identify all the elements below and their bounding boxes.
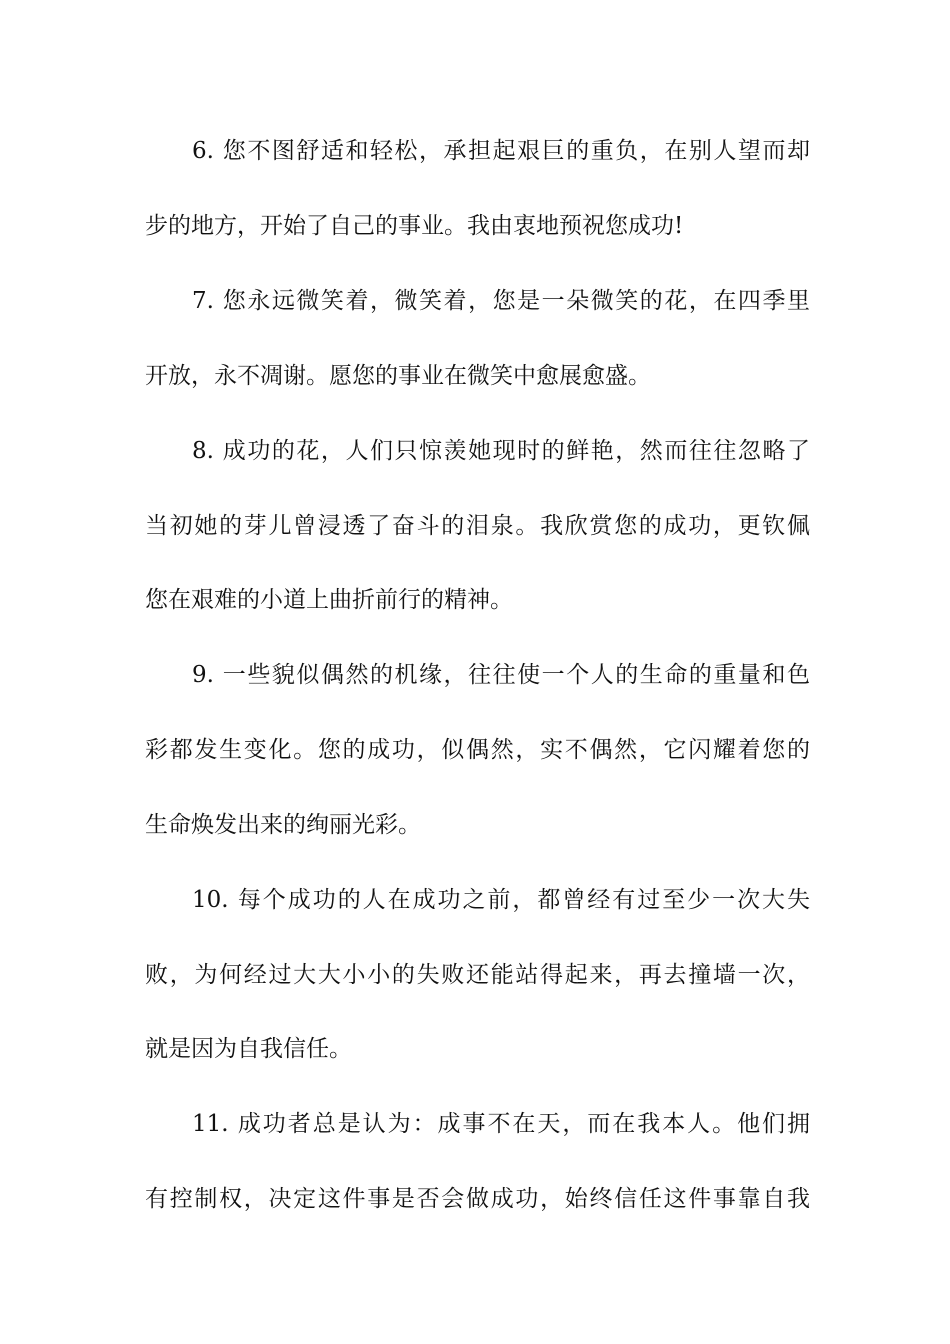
paragraph-9-line-2: 彩都发生变化。您的成功，似偶然，实不偶然，它闪耀着您的 (145, 737, 810, 763)
paragraph-10-line-2: 败，为何经过大大小小的失败还能站得起来，再去撞墙一次， (145, 962, 810, 988)
paragraph-8-line-2: 当初她的芽儿曾浸透了奋斗的泪泉。我欣赏您的成功，更钦佩 (145, 513, 810, 539)
paragraph-7-line-2: 开放，永不凋谢。愿您的事业在微笑中愈展愈盛。 (145, 363, 651, 389)
paragraph-10-line-1: 10. 每个成功的人在成功之前，都曾经有过至少一次大失 (192, 887, 810, 913)
paragraph-10-line-3: 就是因为自我信任。 (145, 1036, 352, 1062)
paragraph-6-line-2: 步的地方，开始了自己的事业。我由衷地预祝您成功! (145, 213, 684, 239)
paragraph-11-line-1: 11. 成功者总是认为：成事不在天，而在我本人。他们拥 (192, 1111, 810, 1137)
paragraph-9-line-3: 生命焕发出来的绚丽光彩。 (145, 812, 421, 838)
paragraph-11-line-2: 有控制权，决定这件事是否会做成功，始终信任这件事靠自我 (145, 1186, 810, 1212)
paragraph-7-line-1: 7. 您永远微笑着，微笑着，您是一朵微笑的花，在四季里 (192, 288, 810, 314)
paragraph-8-line-3: 您在艰难的小道上曲折前行的精神。 (145, 587, 513, 613)
paragraph-6-line-1: 6. 您不图舒适和轻松，承担起艰巨的重负，在别人望而却 (192, 138, 810, 164)
paragraph-8-line-1: 8. 成功的花，人们只惊羡她现时的鲜艳，然而往往忽略了 (192, 438, 810, 464)
paragraph-9-line-1: 9. 一些貌似偶然的机缘，往往使一个人的生命的重量和色 (192, 662, 810, 688)
